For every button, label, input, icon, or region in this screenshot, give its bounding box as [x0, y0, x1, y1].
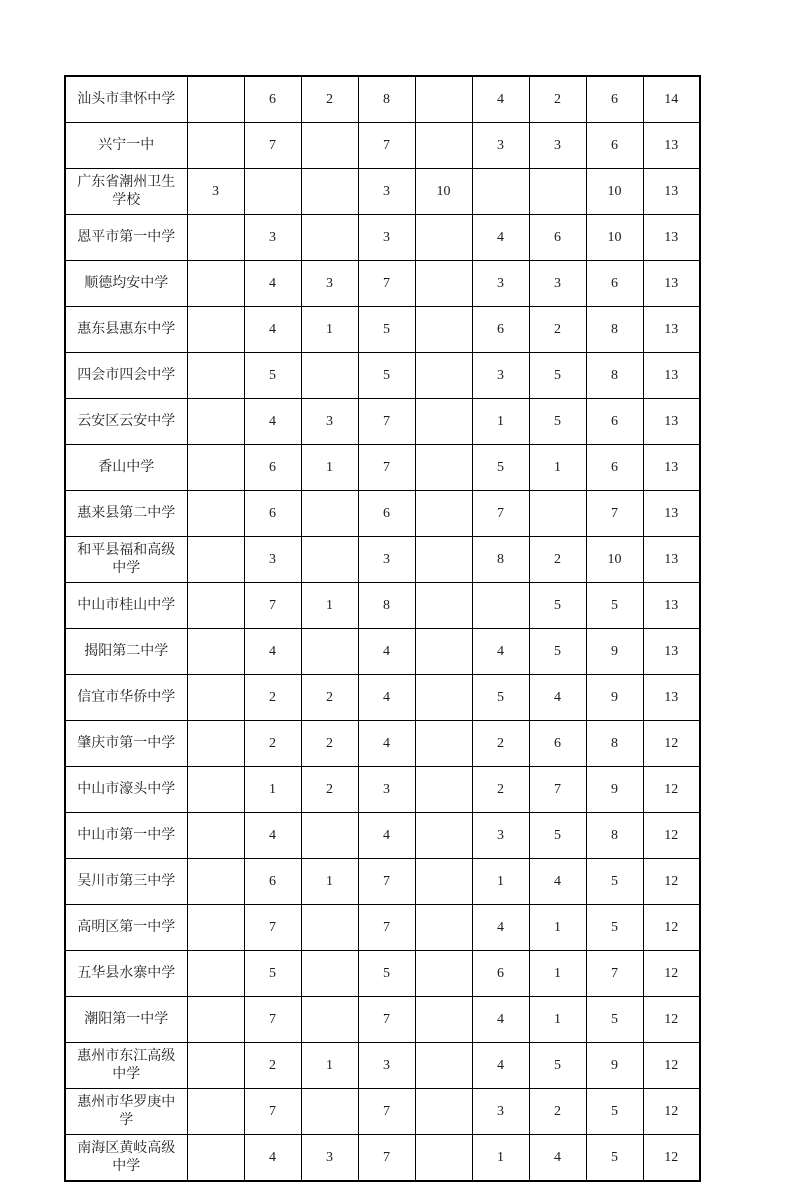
value-cell: 3 — [358, 169, 415, 215]
table-row — [65, 123, 700, 169]
value-cell: 12 — [643, 1043, 700, 1089]
value-cell — [415, 1135, 472, 1182]
value-cell — [187, 951, 244, 997]
value-cell — [415, 123, 472, 169]
value-cell: 7 — [586, 951, 643, 997]
value-cell: 7 — [358, 399, 415, 445]
value-cell — [187, 76, 244, 123]
value-cell: 5 — [586, 1089, 643, 1135]
value-cell: 4 — [244, 399, 301, 445]
value-cell — [187, 767, 244, 813]
value-cell: 7 — [586, 491, 643, 537]
value-cell — [529, 491, 586, 537]
value-cell — [415, 813, 472, 859]
value-cell — [415, 537, 472, 583]
value-cell: 3 — [301, 1135, 358, 1182]
value-cell — [415, 76, 472, 123]
value-cell: 4 — [529, 675, 586, 721]
value-cell: 7 — [358, 445, 415, 491]
value-cell — [415, 675, 472, 721]
school-name-cell: 香山中学 — [65, 445, 187, 491]
value-cell: 5 — [586, 859, 643, 905]
value-cell — [187, 215, 244, 261]
value-cell: 3 — [244, 215, 301, 261]
value-cell: 4 — [244, 1135, 301, 1182]
value-cell: 2 — [301, 721, 358, 767]
table-row — [65, 905, 700, 951]
table-row — [65, 353, 700, 399]
value-cell: 4 — [244, 307, 301, 353]
value-cell: 2 — [472, 767, 529, 813]
value-cell — [187, 675, 244, 721]
value-cell: 9 — [586, 629, 643, 675]
value-cell: 3 — [187, 169, 244, 215]
value-cell — [187, 905, 244, 951]
table-row — [65, 307, 700, 353]
value-cell — [415, 951, 472, 997]
value-cell — [244, 169, 301, 215]
value-cell: 13 — [643, 537, 700, 583]
value-cell: 7 — [358, 1089, 415, 1135]
value-cell — [415, 1089, 472, 1135]
school-name-cell: 和平县福和高级中学 — [65, 537, 187, 583]
value-cell: 4 — [244, 629, 301, 675]
table-row — [65, 675, 700, 721]
value-cell: 4 — [358, 675, 415, 721]
school-name-cell: 高明区第一中学 — [65, 905, 187, 951]
value-cell: 1 — [301, 583, 358, 629]
value-cell: 3 — [358, 767, 415, 813]
value-cell: 9 — [586, 767, 643, 813]
value-cell: 1 — [529, 997, 586, 1043]
value-cell — [415, 583, 472, 629]
school-name-cell: 云安区云安中学 — [65, 399, 187, 445]
value-cell: 3 — [244, 537, 301, 583]
table-body — [65, 76, 700, 1181]
value-cell: 6 — [472, 951, 529, 997]
value-cell: 13 — [643, 123, 700, 169]
value-cell: 13 — [643, 307, 700, 353]
value-cell: 8 — [358, 76, 415, 123]
value-cell: 5 — [529, 629, 586, 675]
value-cell: 1 — [244, 767, 301, 813]
value-cell: 2 — [244, 1043, 301, 1089]
value-cell: 7 — [358, 905, 415, 951]
value-cell — [415, 353, 472, 399]
value-cell: 1 — [301, 445, 358, 491]
value-cell: 3 — [529, 123, 586, 169]
value-cell: 7 — [472, 491, 529, 537]
value-cell: 3 — [472, 261, 529, 307]
value-cell: 4 — [472, 76, 529, 123]
value-cell: 13 — [643, 629, 700, 675]
value-cell: 3 — [472, 1089, 529, 1135]
value-cell — [187, 859, 244, 905]
school-name-cell: 中山市第一中学 — [65, 813, 187, 859]
value-cell: 12 — [643, 1089, 700, 1135]
value-cell: 6 — [244, 445, 301, 491]
value-cell — [301, 997, 358, 1043]
school-name-cell: 中山市濠头中学 — [65, 767, 187, 813]
value-cell: 6 — [472, 307, 529, 353]
value-cell — [187, 537, 244, 583]
value-cell: 10 — [586, 537, 643, 583]
value-cell: 5 — [586, 583, 643, 629]
value-cell — [415, 859, 472, 905]
value-cell: 5 — [529, 813, 586, 859]
value-cell: 13 — [643, 215, 700, 261]
school-name-cell: 顺德均安中学 — [65, 261, 187, 307]
value-cell: 2 — [529, 1089, 586, 1135]
value-cell: 6 — [529, 215, 586, 261]
value-cell: 10 — [586, 169, 643, 215]
value-cell: 7 — [244, 905, 301, 951]
value-cell: 5 — [472, 445, 529, 491]
value-cell: 1 — [301, 307, 358, 353]
value-cell: 3 — [472, 813, 529, 859]
value-cell — [187, 445, 244, 491]
table-row — [65, 537, 700, 583]
value-cell: 12 — [643, 951, 700, 997]
value-cell — [187, 123, 244, 169]
value-cell: 2 — [244, 675, 301, 721]
value-cell — [301, 169, 358, 215]
value-cell: 7 — [244, 123, 301, 169]
value-cell — [301, 1089, 358, 1135]
value-cell — [301, 353, 358, 399]
school-name-cell: 惠来县第二中学 — [65, 491, 187, 537]
value-cell — [301, 537, 358, 583]
value-cell: 9 — [586, 1043, 643, 1089]
value-cell — [301, 951, 358, 997]
value-cell: 7 — [358, 123, 415, 169]
value-cell: 5 — [529, 353, 586, 399]
value-cell: 7 — [244, 583, 301, 629]
school-name-cell: 惠州市华罗庚中学 — [65, 1089, 187, 1135]
value-cell: 5 — [244, 951, 301, 997]
table-row — [65, 583, 700, 629]
school-name-cell: 肇庆市第一中学 — [65, 721, 187, 767]
value-cell — [301, 491, 358, 537]
value-cell: 6 — [244, 76, 301, 123]
value-cell: 5 — [586, 1135, 643, 1182]
value-cell: 1 — [529, 951, 586, 997]
value-cell: 3 — [529, 261, 586, 307]
value-cell: 8 — [358, 583, 415, 629]
value-cell: 13 — [643, 399, 700, 445]
value-cell: 3 — [301, 399, 358, 445]
value-cell — [187, 261, 244, 307]
value-cell: 4 — [529, 1135, 586, 1182]
value-cell — [415, 905, 472, 951]
value-cell: 14 — [643, 76, 700, 123]
value-cell: 5 — [586, 905, 643, 951]
value-cell: 12 — [643, 1135, 700, 1182]
school-name-cell: 吴川市第三中学 — [65, 859, 187, 905]
value-cell: 6 — [358, 491, 415, 537]
value-cell: 2 — [301, 76, 358, 123]
value-cell: 10 — [586, 215, 643, 261]
value-cell: 6 — [529, 721, 586, 767]
value-cell — [187, 583, 244, 629]
value-cell — [187, 307, 244, 353]
value-cell — [415, 261, 472, 307]
value-cell: 2 — [529, 307, 586, 353]
value-cell — [472, 583, 529, 629]
value-cell — [187, 353, 244, 399]
value-cell: 2 — [472, 721, 529, 767]
value-cell: 6 — [586, 123, 643, 169]
value-cell: 5 — [586, 997, 643, 1043]
value-cell: 7 — [358, 1135, 415, 1182]
value-cell: 1 — [529, 905, 586, 951]
value-cell: 12 — [643, 813, 700, 859]
value-cell: 13 — [643, 445, 700, 491]
value-cell: 3 — [358, 537, 415, 583]
school-name-cell: 兴宁一中 — [65, 123, 187, 169]
table-row — [65, 76, 700, 123]
value-cell — [415, 767, 472, 813]
value-cell: 8 — [586, 307, 643, 353]
value-cell: 2 — [244, 721, 301, 767]
value-cell: 6 — [244, 859, 301, 905]
value-cell: 5 — [472, 675, 529, 721]
value-cell — [187, 491, 244, 537]
school-name-cell: 汕头市聿怀中学 — [65, 76, 187, 123]
value-cell: 5 — [358, 951, 415, 997]
value-cell — [529, 169, 586, 215]
value-cell: 7 — [529, 767, 586, 813]
value-cell: 5 — [529, 583, 586, 629]
table-row — [65, 1135, 700, 1182]
value-cell: 1 — [529, 445, 586, 491]
table-row — [65, 859, 700, 905]
value-cell: 5 — [358, 353, 415, 399]
value-cell: 4 — [244, 813, 301, 859]
value-cell: 1 — [301, 859, 358, 905]
value-cell: 4 — [472, 215, 529, 261]
document-page — [64, 75, 701, 1182]
school-name-cell: 广东省潮州卫生学校 — [65, 169, 187, 215]
value-cell — [415, 215, 472, 261]
value-cell: 7 — [244, 1089, 301, 1135]
value-cell: 2 — [529, 537, 586, 583]
value-cell: 7 — [358, 997, 415, 1043]
value-cell: 12 — [643, 997, 700, 1043]
value-cell: 4 — [472, 905, 529, 951]
value-cell: 5 — [529, 1043, 586, 1089]
table-row — [65, 813, 700, 859]
table-row — [65, 629, 700, 675]
value-cell: 2 — [301, 767, 358, 813]
value-cell — [187, 399, 244, 445]
value-cell: 3 — [301, 261, 358, 307]
value-cell: 4 — [472, 629, 529, 675]
table-row — [65, 1089, 700, 1135]
table-row — [65, 491, 700, 537]
table-row — [65, 399, 700, 445]
school-name-cell: 五华县水寨中学 — [65, 951, 187, 997]
value-cell: 7 — [358, 261, 415, 307]
school-name-cell: 惠州市东江高级中学 — [65, 1043, 187, 1089]
value-cell — [301, 123, 358, 169]
value-cell: 8 — [586, 353, 643, 399]
value-cell: 9 — [586, 675, 643, 721]
value-cell: 5 — [529, 399, 586, 445]
value-cell: 12 — [643, 767, 700, 813]
school-name-cell: 潮阳第一中学 — [65, 997, 187, 1043]
value-cell: 1 — [472, 399, 529, 445]
value-cell — [301, 215, 358, 261]
value-cell: 4 — [358, 813, 415, 859]
value-cell — [472, 169, 529, 215]
value-cell — [187, 1135, 244, 1182]
value-cell: 1 — [472, 1135, 529, 1182]
value-cell — [187, 1043, 244, 1089]
school-name-cell: 南海区黄岐高级中学 — [65, 1135, 187, 1182]
value-cell: 3 — [358, 1043, 415, 1089]
table-row — [65, 215, 700, 261]
value-cell: 12 — [643, 905, 700, 951]
table-row — [65, 1043, 700, 1089]
table-row — [65, 767, 700, 813]
table-row — [65, 445, 700, 491]
value-cell — [187, 997, 244, 1043]
value-cell — [415, 1043, 472, 1089]
value-cell: 4 — [529, 859, 586, 905]
value-cell: 10 — [415, 169, 472, 215]
value-cell: 7 — [244, 997, 301, 1043]
value-cell: 7 — [358, 859, 415, 905]
school-name-cell: 惠东县惠东中学 — [65, 307, 187, 353]
value-cell: 1 — [301, 1043, 358, 1089]
value-cell: 12 — [643, 721, 700, 767]
value-cell — [301, 629, 358, 675]
value-cell: 8 — [586, 813, 643, 859]
value-cell — [187, 629, 244, 675]
value-cell: 13 — [643, 169, 700, 215]
value-cell: 5 — [244, 353, 301, 399]
value-cell: 13 — [643, 675, 700, 721]
value-cell — [415, 629, 472, 675]
table-row — [65, 951, 700, 997]
school-stats-table — [64, 75, 701, 1182]
value-cell: 8 — [472, 537, 529, 583]
value-cell: 3 — [358, 215, 415, 261]
value-cell: 6 — [586, 399, 643, 445]
value-cell — [301, 905, 358, 951]
table-row — [65, 721, 700, 767]
value-cell — [301, 813, 358, 859]
value-cell: 13 — [643, 353, 700, 399]
value-cell: 3 — [472, 123, 529, 169]
school-name-cell: 恩平市第一中学 — [65, 215, 187, 261]
value-cell: 4 — [472, 1043, 529, 1089]
value-cell — [187, 1089, 244, 1135]
value-cell: 6 — [586, 261, 643, 307]
table-row — [65, 997, 700, 1043]
value-cell — [415, 721, 472, 767]
school-name-cell: 中山市桂山中学 — [65, 583, 187, 629]
school-name-cell: 四会市四会中学 — [65, 353, 187, 399]
value-cell: 8 — [586, 721, 643, 767]
school-name-cell: 揭阳第二中学 — [65, 629, 187, 675]
value-cell: 4 — [472, 997, 529, 1043]
table-row — [65, 261, 700, 307]
value-cell: 4 — [244, 261, 301, 307]
value-cell: 6 — [586, 445, 643, 491]
value-cell — [415, 491, 472, 537]
value-cell — [415, 997, 472, 1043]
value-cell: 13 — [643, 583, 700, 629]
value-cell: 4 — [358, 721, 415, 767]
school-name-cell: 信宜市华侨中学 — [65, 675, 187, 721]
value-cell: 13 — [643, 491, 700, 537]
value-cell: 1 — [472, 859, 529, 905]
value-cell: 6 — [244, 491, 301, 537]
value-cell — [415, 445, 472, 491]
value-cell — [415, 399, 472, 445]
value-cell: 2 — [529, 76, 586, 123]
value-cell — [415, 307, 472, 353]
value-cell: 4 — [358, 629, 415, 675]
value-cell: 13 — [643, 261, 700, 307]
value-cell: 12 — [643, 859, 700, 905]
value-cell: 5 — [358, 307, 415, 353]
value-cell — [187, 813, 244, 859]
table-row — [65, 169, 700, 215]
value-cell — [187, 721, 244, 767]
value-cell: 3 — [472, 353, 529, 399]
value-cell: 2 — [301, 675, 358, 721]
value-cell: 6 — [586, 76, 643, 123]
